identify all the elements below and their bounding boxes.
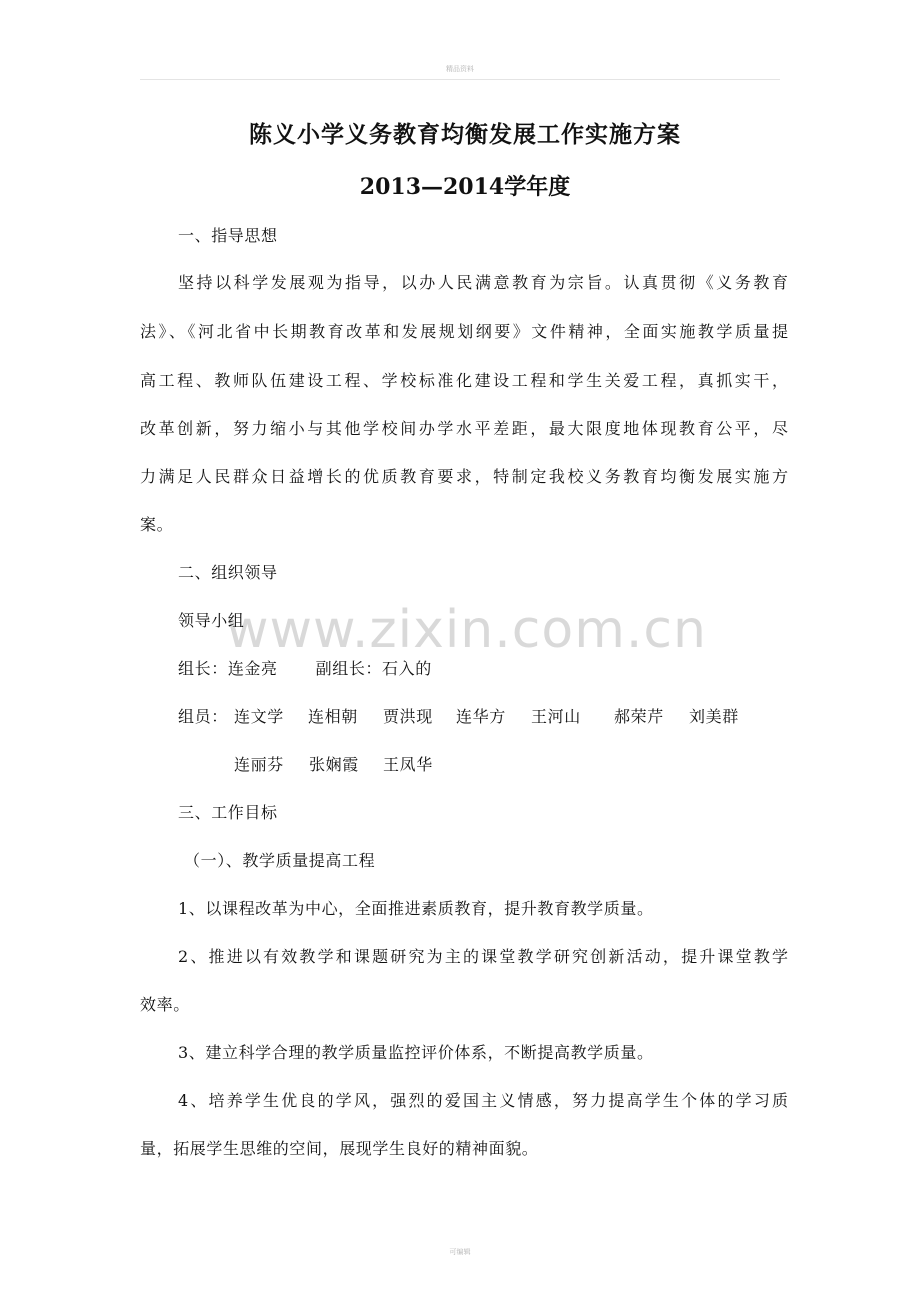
member-name: 郝荣芹 bbox=[614, 707, 664, 726]
watermark: www.zixin.com.cn bbox=[226, 600, 707, 660]
member-name: 连丽芬 bbox=[234, 755, 284, 774]
leader-label: 组长： bbox=[178, 659, 228, 678]
paragraph-line: 高工程、教师队伍建设工程、学校标准化建设工程和学生关爱工程，真抓实干， bbox=[140, 371, 788, 390]
section-heading-organization: 二、组织领导 bbox=[178, 563, 278, 582]
member-name: 连相朝 bbox=[308, 707, 358, 726]
deputy-leader-label: 副组长： bbox=[315, 659, 383, 678]
members-row bbox=[234, 755, 433, 775]
subsection-heading: （一）、教学质量提高工程 bbox=[184, 851, 376, 870]
page-footer-note: 可编辑 bbox=[449, 1248, 471, 1256]
members-label: 组员： bbox=[178, 707, 228, 726]
member-name: 刘美群 bbox=[689, 707, 739, 726]
leader-row bbox=[178, 659, 432, 679]
member-name: 王凤华 bbox=[383, 755, 433, 774]
list-item: 3、建立科学合理的教学质量监控评价体系，不断提高教学质量。 bbox=[178, 1043, 654, 1062]
paragraph-line: 案。 bbox=[140, 515, 174, 534]
members-row bbox=[178, 707, 739, 727]
section-heading-guiding-ideology: 一、指导思想 bbox=[178, 226, 278, 245]
member-name: 连文学 bbox=[234, 707, 284, 726]
list-item: 1、以课程改革为中心，全面推进素质教育，提升教育教学质量。 bbox=[178, 899, 654, 918]
page-header-note: 精品资料 bbox=[446, 65, 474, 73]
leader-name: 连金亮 bbox=[227, 659, 278, 678]
member-name: 王河山 bbox=[531, 707, 581, 726]
header-divider bbox=[140, 79, 780, 80]
section-heading-work-goals: 三、工作目标 bbox=[178, 803, 278, 822]
list-item: 4、培养学生优良的学风，强烈的爱国主义情感，努力提高学生个体的学习质 bbox=[178, 1091, 788, 1110]
paragraph-line: 坚持以科学发展观为指导，以办人民满意教育为宗旨。认真贯彻《义务教育 bbox=[178, 273, 788, 292]
paragraph-line: 改革创新，努力缩小与其他学校间办学水平差距，最大限度地体现教育公平，尽 bbox=[140, 419, 788, 438]
member-name: 张娴霞 bbox=[309, 755, 359, 774]
leadership-group-label: 领导小组 bbox=[178, 611, 245, 630]
member-name: 贾洪现 bbox=[383, 707, 433, 726]
paragraph-line: 力满足人民群众日益增长的优质教育要求，特制定我校义务教育均衡发展实施方 bbox=[140, 467, 788, 486]
document-subtitle: 2013—2014学年度 bbox=[359, 174, 571, 200]
paragraph-line: 法》、《河北省中长期教育改革和发展规划纲要》文件精神，全面实施教学质量提 bbox=[140, 322, 788, 341]
deputy-leader-name: 石入的 bbox=[382, 659, 432, 678]
member-name: 连华方 bbox=[456, 707, 506, 726]
list-item: 2、推进以有效教学和课题研究为主的课堂教学研究创新活动，提升课堂教学 bbox=[178, 947, 788, 966]
list-item-continuation: 效率。 bbox=[140, 995, 190, 1014]
document-title: 陈义小学义务教育均衡发展工作实施方案 bbox=[249, 121, 681, 148]
list-item-continuation: 量，拓展学生思维的空间，展现学生良好的精神面貌。 bbox=[140, 1139, 539, 1158]
